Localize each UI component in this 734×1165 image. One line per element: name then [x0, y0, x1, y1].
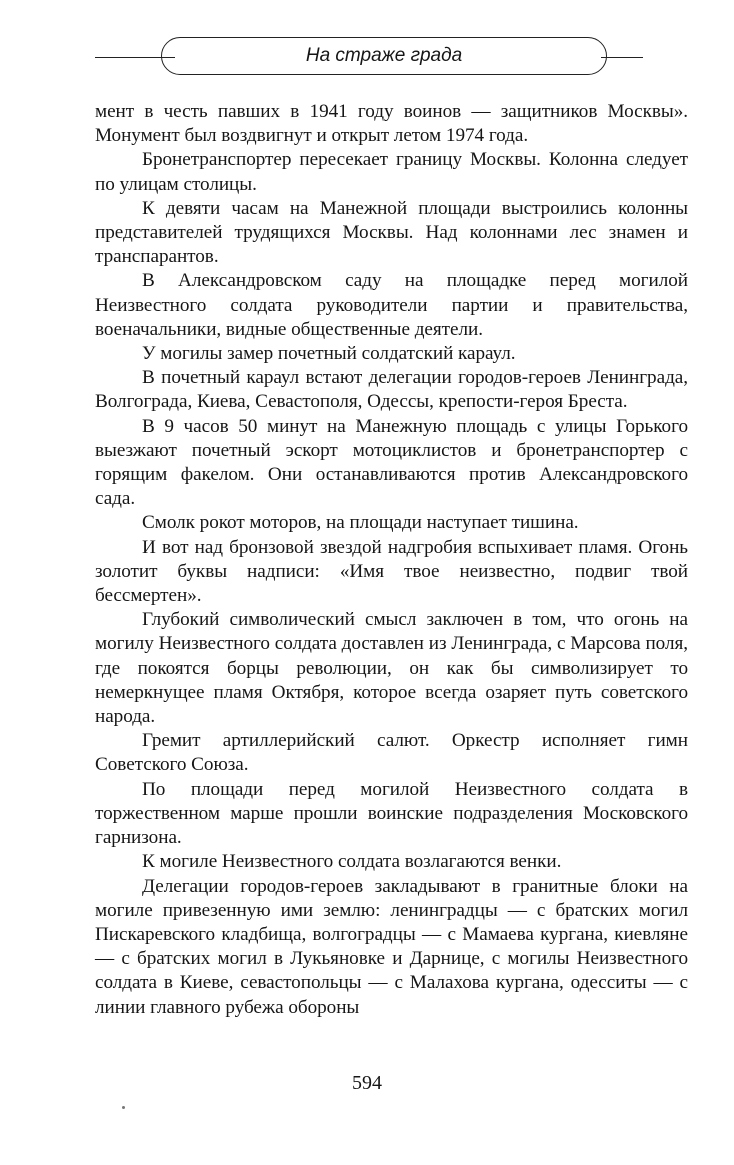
running-title-frame	[161, 37, 607, 75]
paragraph-5: У могилы замер почетный солдатский караул.	[142, 343, 516, 365]
paragraph-14: Делегации городов-героев закладывают в гранитные блоки на могиле привезенную ими землю: ленинградцы — с братских могил Пискаревского кладбища, волгоградцы — с Мамаева кургана, киевляне — с братских могил в Лукьяновке и Дарнице, с могилы Неизвестного солдата в Киеве, севастопольцы — с Малахова кургана, одесситы — с линии главного рубежа обороны	[95, 875, 688, 1018]
page-number: 594	[352, 1072, 382, 1094]
running-header	[95, 37, 643, 77]
running-title: На страже града	[305, 45, 463, 66]
paragraph-8: Смолк рокот моторов, на площади наступает тишина.	[142, 512, 579, 534]
paragraph-6: В почетный караул встают делегации городов-героев Ленинграда, Волгограда, Киева, Севастополя, Одессы, крепости-героя Бреста.	[95, 367, 688, 413]
header-rule-right	[601, 57, 643, 58]
paragraph-3: К девяти часам на Манежной площади выстроились колонны представителей трудящихся Москвы. Над колоннами лес знамен и транспарантов.	[95, 197, 688, 268]
paragraph-13: К могиле Неизвестного солдата возлагаются венки.	[142, 851, 562, 873]
paragraph-2: Бронетранспортер пересекает границу Москвы. Колонна следует по улицам столицы.	[95, 149, 688, 195]
paragraph-12: По площади перед могилой Неизвестного солдата в торжественном марше прошли воинские подразделения Московского гарнизона.	[95, 778, 688, 849]
paragraph-4: В Александровском саду на площадке перед могилой Неизвестного солдата руководители партии и правительства, военачальники, видные общественные деятели.	[95, 270, 688, 340]
paragraph-9: И вот над бронзовой звездой надгробия вспыхивает пламя. Огонь золотит буквы надписи: «Имя твое неизвестно, подвиг твой бессмертен».	[95, 536, 688, 607]
paragraph-10: Глубокий символический смысл заключен в том, что огонь на могилу Неизвестного солдата доставлен из Ленинграда, с Марсова поля, где покоятся борцы революции, он как бы символизирует то немеркнущее пламя Октября, которое всегда озаряет путь советского народа.	[95, 609, 688, 728]
body-text	[95, 100, 688, 1020]
paragraph-1: мент в честь павших в 1941 году воинов — защитников Москвы». Монумент был воздвигнут и открыт летом 1974 года.	[95, 101, 688, 147]
print-speck	[122, 1106, 125, 1109]
paragraph-7: В 9 часов 50 минут на Манежную площадь с улицы Горького выезжают почетный эскорт мотоциклистов и бронетранспортер с горящим факелом. Они останавливаются против Александровского сада.	[95, 415, 688, 510]
paragraph-11: Гремит артиллерийский салют. Оркестр исполняет гимн Советского Союза.	[95, 730, 688, 776]
